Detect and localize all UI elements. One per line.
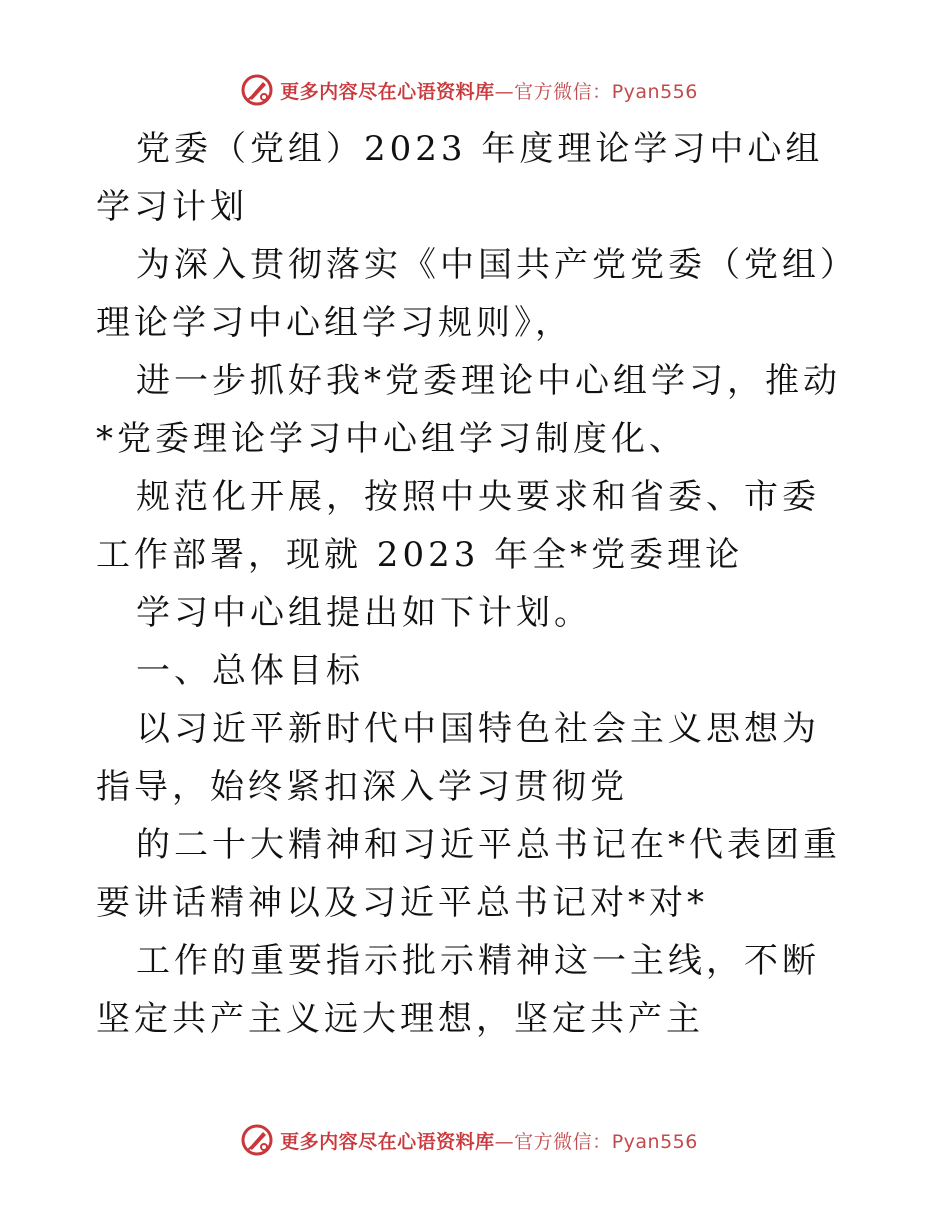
paragraph-4: 学习中心组提出如下计划。	[136, 593, 592, 633]
header-banner-content	[240, 73, 698, 107]
header-watermark-banner	[0, 70, 950, 110]
paragraph-1: 为深入贯彻落实《中国共产党党委（党组）理论学习中心组学习规则》，	[96, 245, 841, 343]
document-title: 党委（党组）2023 年度理论学习中心组学习计划	[96, 129, 824, 227]
header-brand-text: 更多内容尽在心语资料库	[280, 80, 495, 103]
header-wechat-label: 官方微信：	[514, 80, 612, 103]
paragraph-7: 工作的重要指示批示精神这一主线，不断坚定共产主义远大理想，坚定共产主	[96, 941, 820, 1039]
paragraph-5: 以习近平新时代中国特色社会主义思想为指导，始终紧扣深入学习贯彻党	[96, 709, 820, 807]
quill-pen-logo-icon	[240, 1123, 274, 1157]
footer-wechat-id: Pyan556	[611, 1130, 698, 1153]
header-wechat-id: Pyan556	[611, 80, 698, 103]
paragraph-3: 规范化开展，按照中央要求和省委、市委工作部署，现就 2023 年全*党委理论	[96, 477, 820, 575]
paragraph-6: 的二十大精神和习近平总书记在*代表团重要讲话精神以及习近平总书记对*对*	[96, 825, 841, 923]
footer-banner-content	[240, 1123, 698, 1157]
footer-dash: —	[494, 1130, 515, 1153]
section-heading-1: 一、总体目标	[136, 651, 364, 691]
footer-wechat-label: 官方微信：	[514, 1130, 612, 1153]
header-dash: —	[494, 80, 515, 103]
paragraph-2: 进一步抓好我*党委理论中心组学习，推动*党委理论学习中心组学习制度化、	[96, 361, 841, 459]
footer-brand-text: 更多内容尽在心语资料库	[280, 1130, 495, 1153]
quill-pen-logo-icon	[240, 73, 274, 107]
footer-banner-text	[280, 1127, 698, 1154]
header-banner-text	[280, 77, 698, 104]
document-body	[96, 120, 856, 1048]
footer-watermark-banner	[0, 1120, 950, 1160]
